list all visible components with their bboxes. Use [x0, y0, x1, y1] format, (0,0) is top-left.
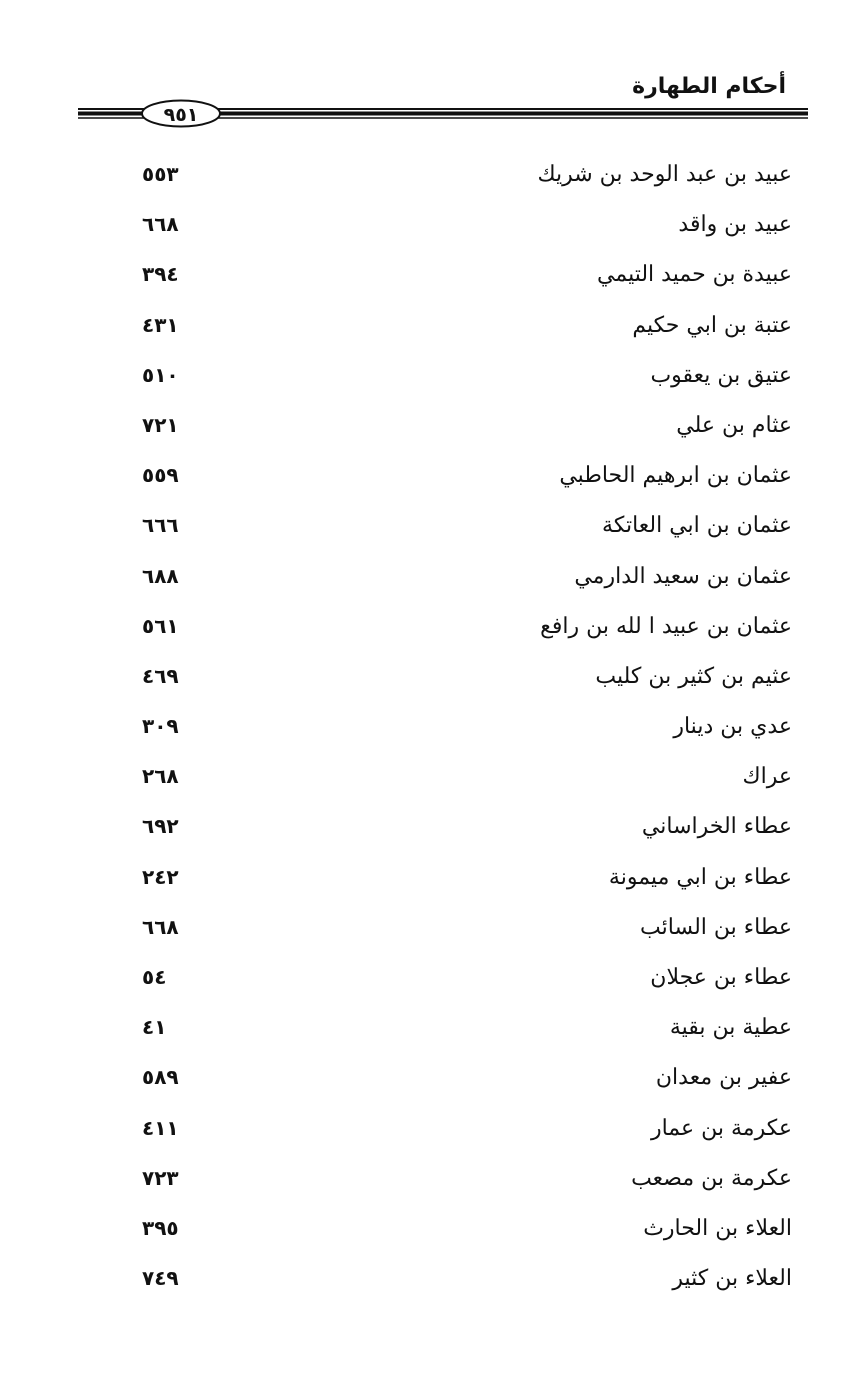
entry-name: عثمان بن عبيد ا لله بن رافع — [540, 613, 792, 639]
entry-name: عبيد بن عبد الوحد بن شريك — [537, 162, 792, 187]
index-entry — [120, 303, 800, 353]
entry-name: عثمان بن سعيد الدارمي — [574, 563, 792, 589]
index-entry — [120, 1256, 800, 1306]
entry-page-number: ٥٦١ — [142, 613, 179, 638]
entry-page-number: ٧٤٩ — [142, 1266, 179, 1291]
entry-name: عبيد بن واقد — [678, 212, 792, 238]
index-entry — [120, 453, 800, 503]
index-entry — [120, 353, 800, 403]
entry-page-number: ٦٩٢ — [142, 814, 179, 839]
entry-page-number: ٤١ — [142, 1015, 167, 1040]
entry-name: عطاء بن ابي ميمونة — [608, 864, 792, 890]
index-entry — [120, 1005, 800, 1055]
index-entry — [120, 252, 800, 302]
index-entry — [120, 855, 800, 905]
entry-name: عدي بن دينار — [673, 714, 792, 740]
index-entry — [120, 1156, 800, 1206]
index-entry — [120, 1055, 800, 1105]
index-entry — [120, 754, 800, 804]
entry-name: عطاء بن السائب — [640, 914, 792, 940]
index-entry — [120, 503, 800, 553]
page-number: ٩٥١ — [163, 104, 199, 126]
index-entry — [120, 1206, 800, 1256]
entry-name: عثام بن علي — [676, 412, 792, 438]
entry-page-number: ٧٢٣ — [142, 1165, 179, 1190]
index-entry — [120, 403, 800, 453]
index-entry — [120, 955, 800, 1005]
entry-page-number: ٧٢١ — [142, 412, 179, 437]
entry-page-number: ٥٥٩ — [142, 463, 179, 488]
entry-page-number: ٥٨٩ — [142, 1065, 179, 1090]
entry-name: عكرمة بن عمار — [650, 1115, 792, 1141]
entry-page-number: ٦٨٨ — [142, 563, 179, 588]
entry-page-number: ٢٤٢ — [142, 864, 179, 889]
entry-name: عتيق بن يعقوب — [650, 362, 792, 388]
entry-page-number: ٤٦٩ — [142, 663, 179, 688]
index-list — [120, 152, 800, 1306]
entry-name: العلاء بن كثير — [672, 1266, 792, 1292]
entry-page-number: ٤١١ — [142, 1115, 179, 1140]
entry-name: العلاء بن الحارث — [643, 1215, 792, 1241]
entry-page-number: ٤٣١ — [142, 312, 179, 337]
entry-name: عثمان بن ابرهيم الحاطبي — [559, 463, 792, 489]
index-entry — [120, 804, 800, 854]
entry-page-number: ٣٩٥ — [142, 1215, 179, 1240]
entry-page-number: ٥٥٣ — [142, 162, 179, 186]
index-entry — [120, 202, 800, 252]
entry-name: عثيم بن كثير بن كليب — [595, 663, 792, 689]
entry-page-number: ٦٦٦ — [142, 513, 179, 538]
entry-page-number: ٥٤ — [142, 965, 167, 989]
entry-page-number: ٢٦٨ — [142, 764, 179, 789]
index-entry — [120, 604, 800, 654]
entry-name: عبيدة بن حميد التيمي — [597, 262, 792, 288]
entry-page-number: ٣٩٤ — [142, 262, 179, 287]
index-entry — [120, 704, 800, 754]
header-rule — [78, 98, 808, 130]
entry-name: عطاء الخراساني — [641, 814, 792, 840]
entry-name: عراك — [742, 764, 792, 790]
entry-name: عفير بن معدان — [655, 1065, 792, 1091]
entry-page-number: ٦٦٨ — [142, 914, 179, 939]
entry-name: عكرمة بن مصعب — [631, 1165, 792, 1191]
entry-name: عطية بن بقية — [669, 1015, 792, 1041]
index-entry — [120, 905, 800, 955]
index-entry — [120, 654, 800, 704]
entry-page-number: ٦٦٨ — [142, 212, 179, 237]
entry-page-number: ٥١٠ — [142, 362, 179, 387]
entry-page-number: ٣٠٩ — [142, 714, 179, 739]
index-entry — [120, 1106, 800, 1156]
entry-name: عطاء بن عجلان — [650, 965, 792, 990]
entry-name: عثمان بن ابي العاتكة — [602, 513, 792, 539]
entry-name: عتبة بن ابي حكيم — [632, 312, 792, 338]
index-entry — [120, 554, 800, 604]
index-entry — [120, 152, 800, 202]
running-header-title: أحكام الطهارة — [632, 74, 786, 99]
